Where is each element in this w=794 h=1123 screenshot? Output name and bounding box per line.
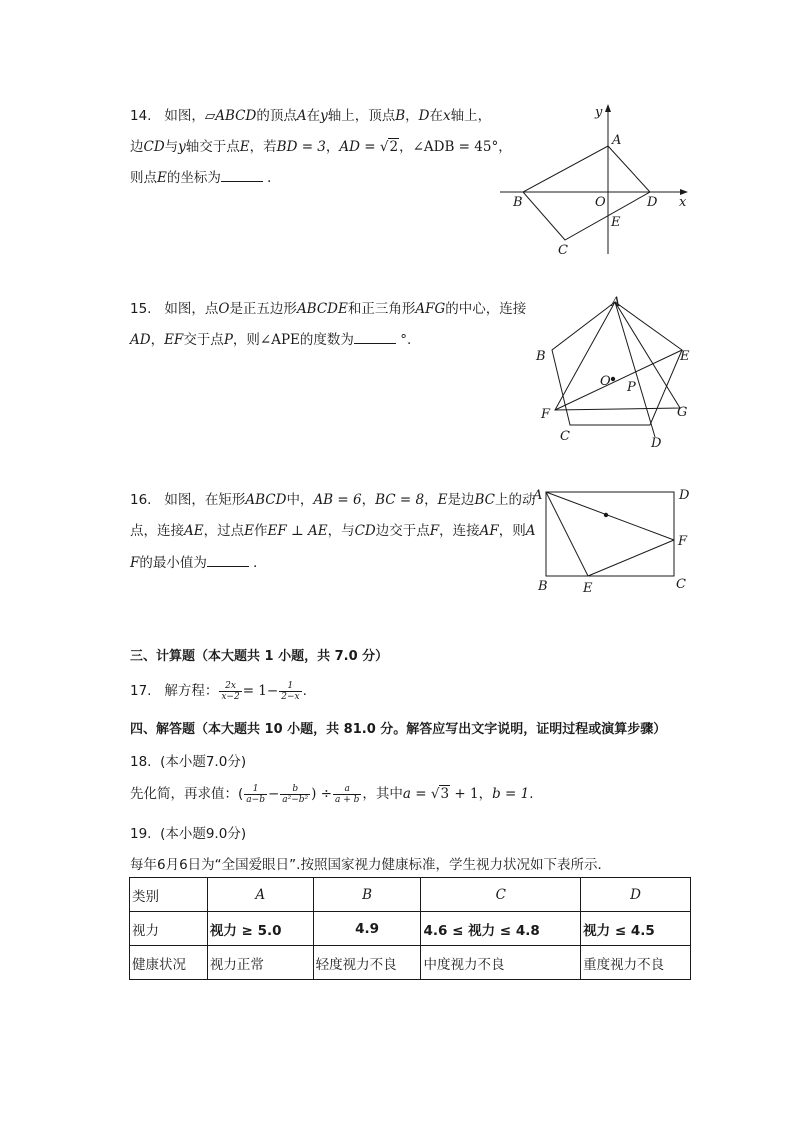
q18-header: 18. (本小题7.0分) xyxy=(130,754,247,770)
q17-line: 17. 解方程： $\frac{2x}{x-2}$ = 1− $\frac{1}{2-x}$ . xyxy=(130,680,307,702)
label-d: D xyxy=(679,488,690,503)
label-d: D xyxy=(651,436,662,450)
table-cell: 视力 ≤ 4.5 xyxy=(581,912,691,946)
y-axis-arrow-icon xyxy=(605,104,611,112)
table-cell: D xyxy=(581,878,691,912)
table-cell: 重度视力不良 xyxy=(581,946,691,980)
segment-af xyxy=(546,492,674,540)
label-f: F xyxy=(541,407,551,422)
label-a: A xyxy=(611,295,621,310)
label-e: E xyxy=(611,215,621,230)
label-a: A xyxy=(612,133,622,148)
label-e: E xyxy=(680,349,690,364)
rectangle-abcd xyxy=(546,492,674,576)
label-c: C xyxy=(676,577,686,592)
table-cell: A xyxy=(207,878,313,912)
label-b: B xyxy=(536,349,546,364)
q16-figure xyxy=(528,482,700,598)
section-3-heading: 三、计算题（本大题共 1 小题，共 7.0 分） xyxy=(130,649,389,664)
answer-blank xyxy=(207,554,249,567)
segment-ad xyxy=(615,302,655,437)
table-cell: 轻度视力不良 xyxy=(313,946,421,980)
q15-line-2: AD，EF交于点P，则∠APE的度数为 °. xyxy=(130,332,412,348)
label-o: O xyxy=(600,374,611,389)
label-o: O xyxy=(595,195,606,210)
question-number: 17. xyxy=(130,683,152,699)
center-point-o xyxy=(611,377,615,381)
question-number: 15. xyxy=(130,301,152,317)
section-4-heading: 四、解答题（本大题共 10 小题，共 81.0 分。解答应写出文字说明，证明过程或演算步骤） xyxy=(130,722,667,737)
table-cell: C xyxy=(421,878,581,912)
question-number: 19. xyxy=(130,826,152,842)
table-cell: 类别 xyxy=(130,878,208,912)
pentagon-abcde xyxy=(552,302,682,425)
q16-line-3: F的最小值为 ． xyxy=(130,555,267,571)
q14-figure xyxy=(495,98,695,260)
q14-line-3: 则点E的坐标为 ． xyxy=(130,170,281,186)
q14-line-1: 14. 如图，▱ABCD的顶点A在y轴上，顶点B，D在x轴上， xyxy=(130,108,492,124)
vision-table xyxy=(129,877,691,980)
table-cell: 视力 ≥ 5.0 xyxy=(207,912,313,946)
q16-line-2: 点，连接AE，过点E作EF ⊥ AE，与CD边交于点F，连接AF，则A xyxy=(130,523,536,539)
label-b: B xyxy=(513,195,523,210)
q16-line-1: 16. 如图，在矩形ABCD中，AB = 6，BC = 8，E是边BC上的动 xyxy=(130,492,536,508)
q15-line-1: 15. 如图，点O是正五边形ABCDE和正三角形AFG的中心，连接 xyxy=(130,301,527,317)
label-b: B xyxy=(538,579,548,594)
q19-intro: 每年6月6日为“全国爱眼日”.按照国家视力健康标准，学生视力状况如下表所示． xyxy=(130,857,611,873)
label-e: E xyxy=(583,581,593,596)
table-cell: 视力 xyxy=(130,912,208,946)
table-row xyxy=(130,946,691,980)
answer-blank xyxy=(221,169,263,182)
label-y: y xyxy=(595,105,603,120)
table-cell: 健康状况 xyxy=(130,946,208,980)
segment-ae xyxy=(546,492,588,576)
parallelogram-abcd xyxy=(523,146,650,240)
question-number: 16. xyxy=(130,492,152,508)
label-d: D xyxy=(647,195,658,210)
table-cell: 中度视力不良 xyxy=(421,946,581,980)
label-g: G xyxy=(677,405,688,420)
table-cell: 4.6 ≤ 视力 ≤ 4.8 xyxy=(421,912,581,946)
table-row xyxy=(130,878,691,912)
table-row xyxy=(130,912,691,946)
label-c: C xyxy=(558,243,568,258)
table-cell: 4.9 xyxy=(313,912,421,946)
question-number: 14. xyxy=(130,108,152,124)
q14-line-2: 边CD与y轴交于点E，若BD = 3，AD = √2，∠ADB = 45°， xyxy=(130,139,512,155)
triangle-afg xyxy=(555,302,680,410)
q15-figure xyxy=(530,290,700,450)
q18-line: 先化简，再求值：( $\frac{1}{a-b}$ − $\frac{b}{\text{a²−b²}}$ ) ÷ $\frac{a}{a + b}$ ，其中a = √3 + 1，b = 1. xyxy=(130,783,534,805)
label-x: x xyxy=(679,195,687,210)
answer-blank xyxy=(354,331,396,344)
q19-header: 19. (本小题9.0分) xyxy=(130,826,247,842)
table-cell: B xyxy=(313,878,421,912)
label-f: F xyxy=(678,534,688,549)
question-number: 18. xyxy=(130,754,152,770)
table-cell: 视力正常 xyxy=(207,946,313,980)
label-p: P xyxy=(627,380,636,395)
midpoint-dot xyxy=(604,513,608,517)
label-a: A xyxy=(533,488,543,503)
segment-ef xyxy=(588,540,674,576)
label-c: C xyxy=(560,429,570,444)
